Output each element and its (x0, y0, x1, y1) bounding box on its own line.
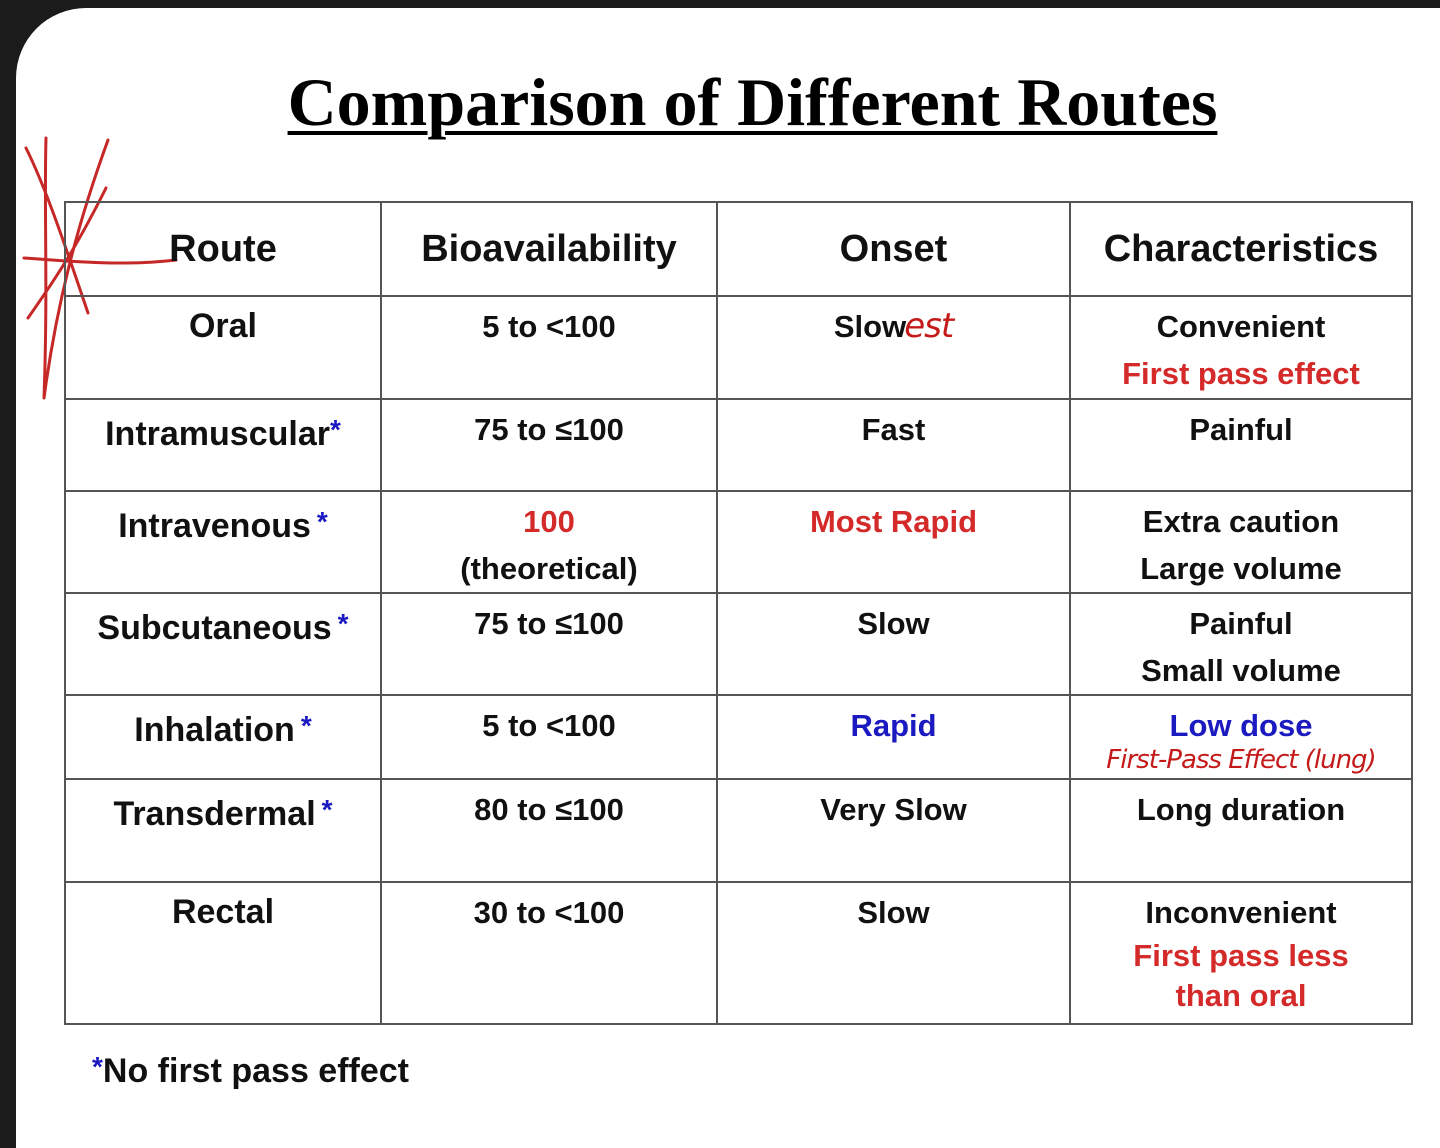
star-marker: * (300, 710, 312, 741)
onset-value: Slow (833, 309, 907, 344)
onset-value: Very Slow (820, 792, 967, 827)
route-name: Oral (188, 307, 258, 345)
star-marker: * (329, 414, 341, 445)
characteristics-cell (1070, 491, 1412, 593)
onset-value: Fast (861, 412, 926, 447)
onset-value: Slow (857, 895, 930, 930)
onset-cell (717, 695, 1070, 779)
bioavailability-cell (381, 779, 717, 882)
characteristic-primary: Convenient (1156, 309, 1326, 344)
characteristic-primary: Long duration (1136, 792, 1346, 827)
route-name: Rectal (171, 893, 275, 931)
route-name: Transdermal (113, 795, 316, 833)
bioavailability-note: (theoretical) (460, 551, 638, 586)
footnote-star: * (92, 1051, 103, 1082)
onset-cell (717, 779, 1070, 882)
characteristic-primary: Inconvenient (1145, 895, 1337, 930)
route-cell (65, 695, 381, 779)
onset-cell (717, 593, 1070, 695)
onset-cell (717, 491, 1070, 593)
table-row (65, 779, 1412, 882)
header-onset: Onset (717, 202, 1070, 296)
characteristic-secondary: First pass effect (1122, 356, 1360, 391)
characteristic-primary: Painful (1189, 412, 1293, 447)
routes-table (64, 201, 1413, 1025)
handwritten-onset-note: est (904, 306, 954, 346)
route-name: Inhalation (134, 711, 295, 749)
onset-value: Rapid (850, 708, 937, 743)
slide (16, 8, 1440, 1148)
route-name: Intramuscular (105, 415, 330, 453)
onset-value: Most Rapid (809, 504, 978, 539)
characteristics-cell (1070, 695, 1412, 779)
characteristics-cell (1070, 399, 1412, 491)
route-cell (65, 779, 381, 882)
route-name: Subcutaneous (97, 609, 332, 647)
characteristics-cell (1070, 779, 1412, 882)
table-row (65, 296, 1412, 399)
characteristics-cell (1070, 882, 1412, 1024)
bioavailability-cell (381, 593, 717, 695)
characteristic-primary: Extra caution (1142, 504, 1340, 539)
characteristic-secondary: Small volume (1141, 653, 1341, 688)
characteristic-primary: Low dose (1169, 708, 1313, 743)
header-bioavailability: Bioavailability (381, 202, 717, 296)
bioavailability-value: 100 (523, 504, 575, 539)
bioavailability-value: 75 to ≤100 (474, 412, 624, 447)
slide-title: Comparison of Different Routes (287, 64, 1218, 140)
bioavailability-value: 75 to ≤100 (474, 606, 624, 641)
bioavailability-cell (381, 399, 717, 491)
characteristic-secondary: Large volume (1140, 551, 1342, 586)
star-marker: * (337, 608, 349, 639)
footnote-text: No first pass effect (102, 1052, 409, 1090)
handwritten-characteristic-note: First-Pass Effect (lung) (1106, 745, 1376, 775)
onset-value: Slow (857, 606, 930, 641)
bioavailability-cell (381, 882, 717, 1024)
characteristics-cell (1070, 593, 1412, 695)
table-row (65, 593, 1412, 695)
bioavailability-cell (381, 296, 717, 399)
header-characteristics: Characteristics (1070, 202, 1412, 296)
route-cell (65, 593, 381, 695)
header-route: Route (65, 202, 381, 296)
onset-cell (717, 399, 1070, 491)
footnote (92, 1051, 409, 1091)
route-cell (65, 296, 381, 399)
table-row (65, 399, 1412, 491)
bioavailability-cell (381, 695, 717, 779)
characteristic-primary: Painful (1189, 606, 1293, 641)
star-marker: * (316, 506, 328, 537)
onset-cell (717, 296, 1070, 399)
table-row (65, 882, 1412, 1024)
table-row (65, 695, 1412, 779)
route-cell (65, 399, 381, 491)
characteristic-secondary: First pass less than oral (1133, 938, 1349, 1013)
table-row (65, 491, 1412, 593)
bioavailability-value: 5 to <100 (482, 309, 616, 344)
onset-cell (717, 882, 1070, 1024)
characteristics-cell (1070, 296, 1412, 399)
route-cell (65, 882, 381, 1024)
bioavailability-cell (381, 491, 717, 593)
bioavailability-value: 80 to ≤100 (474, 792, 624, 827)
route-name: Intravenous (118, 507, 311, 545)
bioavailability-value: 30 to <100 (473, 895, 625, 930)
table-header-row (65, 202, 1412, 296)
star-marker: * (321, 794, 333, 825)
bioavailability-value: 5 to <100 (482, 708, 616, 743)
route-cell (65, 491, 381, 593)
